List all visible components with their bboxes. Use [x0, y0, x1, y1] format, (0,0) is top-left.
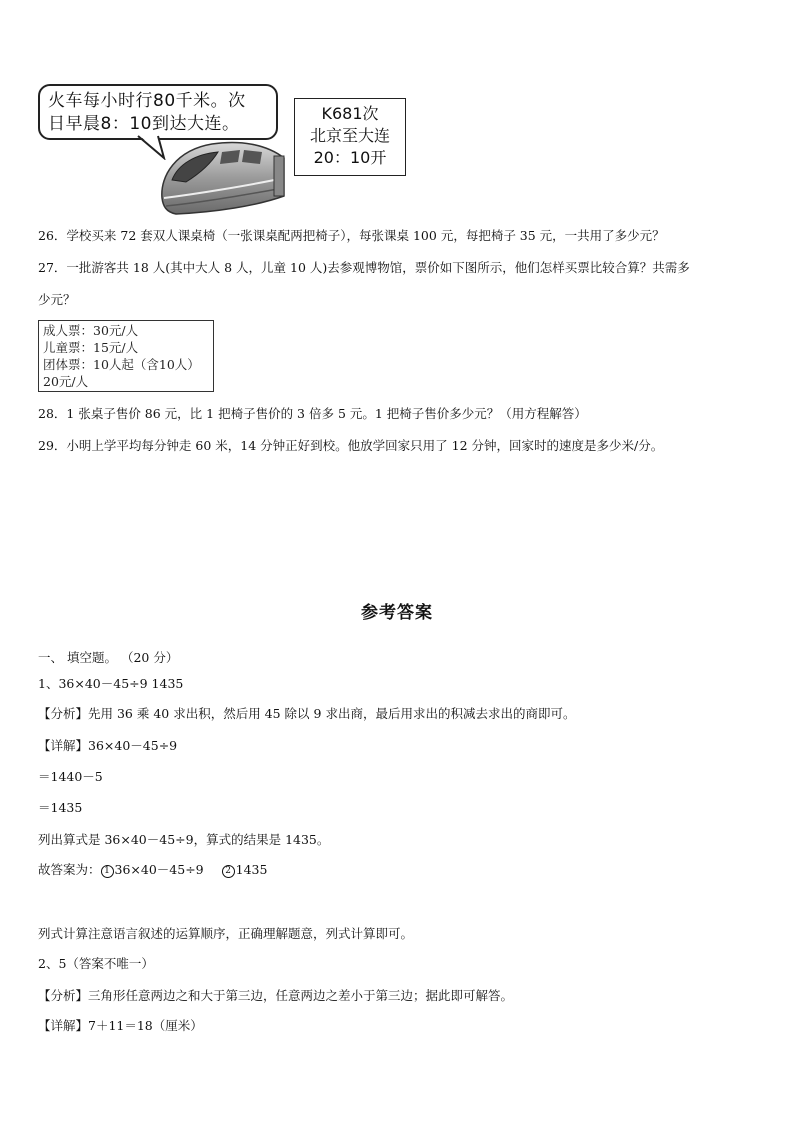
- answer-1-summary: 列出算式是 36×40－45÷9，算式的结果是 1435。: [38, 832, 330, 847]
- question-27-line-1: 27．一批游客共 18 人(其中大人 8 人，儿童 10 人)去参观博物馆，票价如下图所示，他们怎样买票比较合算？共需多: [38, 260, 690, 275]
- answer-2-detail: 【详解】7＋11＝18（厘米）: [38, 1018, 203, 1033]
- answer-1-detail: 【详解】36×40－45÷9: [38, 738, 178, 753]
- answer-1-head: 1、36×40－45÷9 1435: [38, 676, 184, 691]
- sign-train-number: K681次: [321, 104, 379, 123]
- adult-ticket-price: 成人票：30元/人: [43, 323, 139, 338]
- answer-1-note: 列式计算注意语言叙述的运算顺序，正确理解题意，列式计算即可。: [38, 926, 414, 941]
- question-26: 26．学校买来 72 套双人课桌椅（一张课桌配两把椅子），每张课桌 100 元，每把椅子 35 元，一共用了多少元？: [38, 228, 665, 243]
- question-28: 28．1 张桌子售价 86 元，比 1 把椅子售价的 3 倍多 5 元。1 把椅子售价多少元？（用方程解答）: [38, 406, 587, 421]
- train-illustration: [38, 84, 390, 219]
- speech-bubble: [38, 84, 278, 140]
- answer-1-analysis: 【分析】先用 36 乘 40 求出积，然后用 45 除以 9 求出商，最后用求出的积减去求出的商即可。: [38, 706, 576, 721]
- question-27-line-2: 少元？: [38, 292, 76, 307]
- answer-1-step-2: ＝1435: [38, 800, 83, 815]
- answer-1-final-part-1: 36×40－45÷9: [114, 862, 204, 877]
- answer-2-analysis: 【分析】三角形任意两边之和大于第三边，任意两边之差小于第三边；据此即可解答。: [38, 988, 514, 1003]
- train-icon: [156, 136, 288, 216]
- group-ticket-condition: 团体票：10人起（含10人）: [43, 357, 200, 372]
- group-ticket-price: 20元/人: [43, 374, 89, 389]
- answer-1-final: [38, 862, 267, 878]
- bubble-line-1: 火车每小时行80千米。次: [48, 91, 246, 111]
- circled-number-2-icon: 2: [222, 865, 235, 878]
- bubble-line-2: 日早晨8：10到达大连。: [48, 114, 240, 134]
- answer-1-step-1: ＝1440－5: [38, 769, 103, 784]
- question-29: 29．小明上学平均每分钟走 60 米，14 分钟正好到校。他放学回家只用了 12 分钟，回家时的速度是多少米/分。: [38, 438, 664, 453]
- sign-route: 北京至大连: [309, 126, 390, 145]
- answer-1-final-prefix: 故答案为：: [38, 862, 101, 877]
- sign-departure-time: 20：10开: [313, 148, 387, 167]
- answers-title: 参考答案: [361, 603, 433, 623]
- answer-1-final-part-2: 1435: [235, 862, 268, 877]
- train-schedule-sign: [294, 98, 406, 176]
- ticket-price-box: [38, 320, 214, 392]
- circled-number-1-icon: 1: [101, 865, 114, 878]
- child-ticket-price: 儿童票：15元/人: [43, 340, 139, 355]
- section-1-heading: 一、 填空题。 （20 分）: [38, 650, 179, 665]
- answer-2-head: 2、5（答案不唯一）: [38, 956, 154, 971]
- bubble-tail-icon: [136, 134, 172, 160]
